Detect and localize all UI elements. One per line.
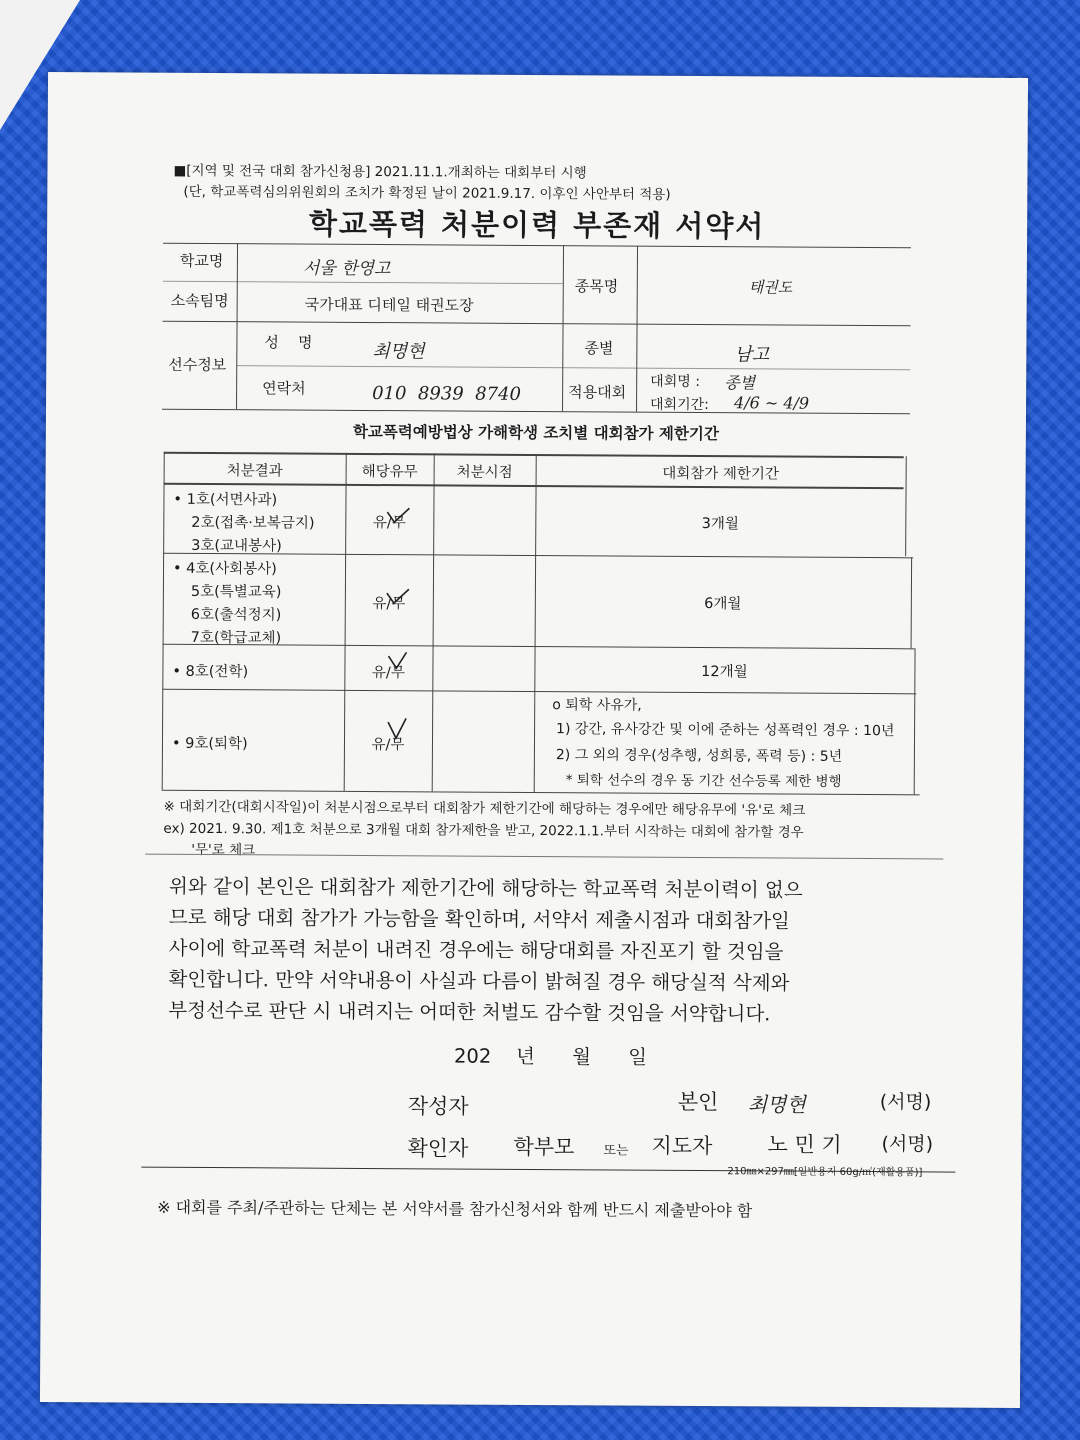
table-row-1-item-3: 3호(교내봉사): [191, 537, 282, 555]
table-row-2-item-1: • 4호(사회봉사): [172, 560, 277, 578]
category-label: 종별: [584, 339, 614, 358]
table-row-2-item-3: 6호(출석정지): [190, 606, 282, 624]
table-col-divider: [162, 452, 165, 790]
table-top-border: [164, 452, 904, 459]
table-row-1-check: 유/무: [372, 515, 406, 532]
table-row-3-check: 유/무: [371, 665, 405, 682]
coach-sign: (서명): [881, 1133, 934, 1156]
expulsion-note-2: 1) 강간, 유사강간 및 이에 준하는 성폭력인 경우 : 10년: [556, 721, 895, 740]
info-row-divider: [163, 281, 563, 284]
name-value: 최명현: [372, 341, 425, 363]
footnote-1: ※ 대회기간(대회시작일)이 처분시점으로부터 대회참가 제한기간에 해당하는 경우에만 해당유무에 '유'로 체크: [163, 798, 806, 819]
school-value: 서울 한영고: [302, 258, 391, 280]
info-row-divider: [236, 365, 910, 370]
handwritten-check-mark: [386, 718, 412, 744]
handwritten-check-mark: [386, 652, 412, 672]
info-col-divider: [562, 245, 564, 411]
info-col-divider: [236, 243, 238, 409]
document-title: 학교폭력 처분이력 부존재 서약서: [308, 206, 766, 244]
table-row-4-check: 유/무: [371, 737, 405, 754]
table-header-applicable: 해당유무: [361, 463, 418, 481]
handwritten-check-mark: [385, 587, 411, 607]
table-row-2-period: 6개월: [704, 596, 742, 613]
table-row-1-item-1: • 1호(서면사과): [173, 491, 278, 509]
coach-label: 지도자: [651, 1133, 713, 1159]
contact-value: 010 8939 8740: [372, 383, 522, 405]
name-label: 성 명: [264, 333, 313, 352]
team-label: 소속팀명: [170, 291, 229, 311]
event-label: 종목명: [574, 277, 619, 296]
footnote-2: ex) 2021. 9.30. 제1호 처분으로 3개월 대회 참가제한을 받고, 2022.1.1.부터 시작하는 대회에 참가할 경우: [163, 820, 804, 841]
competition-label: 적용대회: [568, 383, 627, 402]
table-header-period: 대회참가 제한기간: [662, 465, 780, 483]
category-value: 남고: [734, 344, 770, 366]
player-info-label: 선수정보: [168, 355, 227, 375]
pledge-line-4: 확인합니다. 만약 서약내용이 사실과 다름이 밝혀질 경우 해당실적 삭제와: [168, 967, 790, 995]
writer-label: 작성자: [407, 1094, 469, 1119]
info-col-divider: [636, 246, 638, 412]
contact-label: 연락처: [262, 379, 306, 398]
table-row-divider: [162, 689, 916, 695]
self-sign: (서명): [879, 1091, 932, 1114]
comp-period-value: 4/6 ~ 4/9: [734, 393, 810, 413]
footnote-3: '무'로 체크: [191, 841, 256, 859]
paper-spec: 210㎜×297㎜[일반용지 60g/㎡(재활용품)]: [727, 1166, 923, 1179]
parent-label: 학부모: [513, 1134, 575, 1160]
expulsion-note-3: 2) 그 외의 경우(성추행, 성희롱, 폭력 등) : 5년: [555, 747, 843, 765]
notice-line-1: ■[지역 및 전국 대회 참가신청용] 2021.11.1.개최하는 대회부터 시행: [173, 162, 587, 182]
table-row-2-check: 유/무: [372, 596, 406, 613]
info-row-divider: [163, 321, 911, 327]
self-name: 최명현: [747, 1092, 806, 1117]
coach-name: 노 민 기: [767, 1132, 842, 1157]
table-row-3-item-1: • 8호(전학): [172, 663, 249, 681]
section-title: 학교폭력예방법상 가해학생 조치별 대회참가 제한기간: [352, 422, 719, 444]
team-value: 국가대표 디테일 태권도장: [304, 295, 474, 315]
pledge-document: [40, 72, 1028, 1408]
bottom-notice: ※ 대회를 주최/주관하는 단체는 본 서약서를 참가신청서와 함께 반드시 제출받아야 함: [157, 1197, 753, 1221]
comp-period-label: 대회기간:: [650, 396, 709, 414]
table-row-2-item-2: 5호(특별교육): [190, 583, 282, 601]
expulsion-note-4: * 퇴학 선수의 경우 동 기간 선수등록 제한 병행: [565, 772, 842, 790]
table-row-1-period: 3개월: [701, 516, 739, 533]
confirmer-label: 확인자: [407, 1136, 469, 1161]
notice-line-2: (단, 학교폭력심의위원회의 조치가 확정된 날이 2021.9.17. 이후인 사안부터 적용): [183, 183, 671, 203]
table-col-divider: [534, 454, 537, 792]
date-line: 202 년 월 일: [453, 1044, 648, 1069]
school-label: 학교명: [179, 251, 224, 271]
table-row-3-period: 12개월: [701, 664, 748, 681]
footnote-divider: [145, 854, 943, 860]
table-row-4-item-1: • 9호(퇴학): [171, 735, 248, 753]
pledge-line-1: 위와 같이 본인은 대회참가 제한기간에 해당하는 학교폭력 처분이력이 없으: [169, 874, 803, 902]
event-value: 태권도: [748, 278, 793, 297]
comp-name-value: 종별: [724, 373, 756, 393]
pledge-line-5: 부정선수로 판단 시 내려지는 어떠한 처벌도 감수할 것임을 서약합니다.: [168, 998, 771, 1026]
pledge-line-3: 사이에 학교폭력 처분이 내려진 경우에는 해당대회를 자진포기 할 것임을: [168, 936, 784, 964]
handwritten-check-mark: [385, 506, 411, 526]
self-label: 본인: [677, 1089, 719, 1115]
pledge-line-2: 므로 해당 대회 참가가 가능함을 확인하며, 서약서 제출시점과 대회참가일: [168, 905, 790, 933]
table-row-2-item-4: 7호(학급교체): [190, 629, 282, 647]
table-header-result: 처분결과: [226, 463, 283, 480]
table-header-date: 처분시점: [456, 464, 513, 481]
or-label: 또는: [603, 1143, 629, 1159]
expulsion-note-1: o 퇴학 사유가,: [552, 697, 642, 714]
table-row-1-item-2: 2호(접촉·보복금지): [191, 514, 315, 532]
table-col-divider: [432, 453, 435, 791]
comp-name-label: 대회명 :: [650, 373, 700, 391]
